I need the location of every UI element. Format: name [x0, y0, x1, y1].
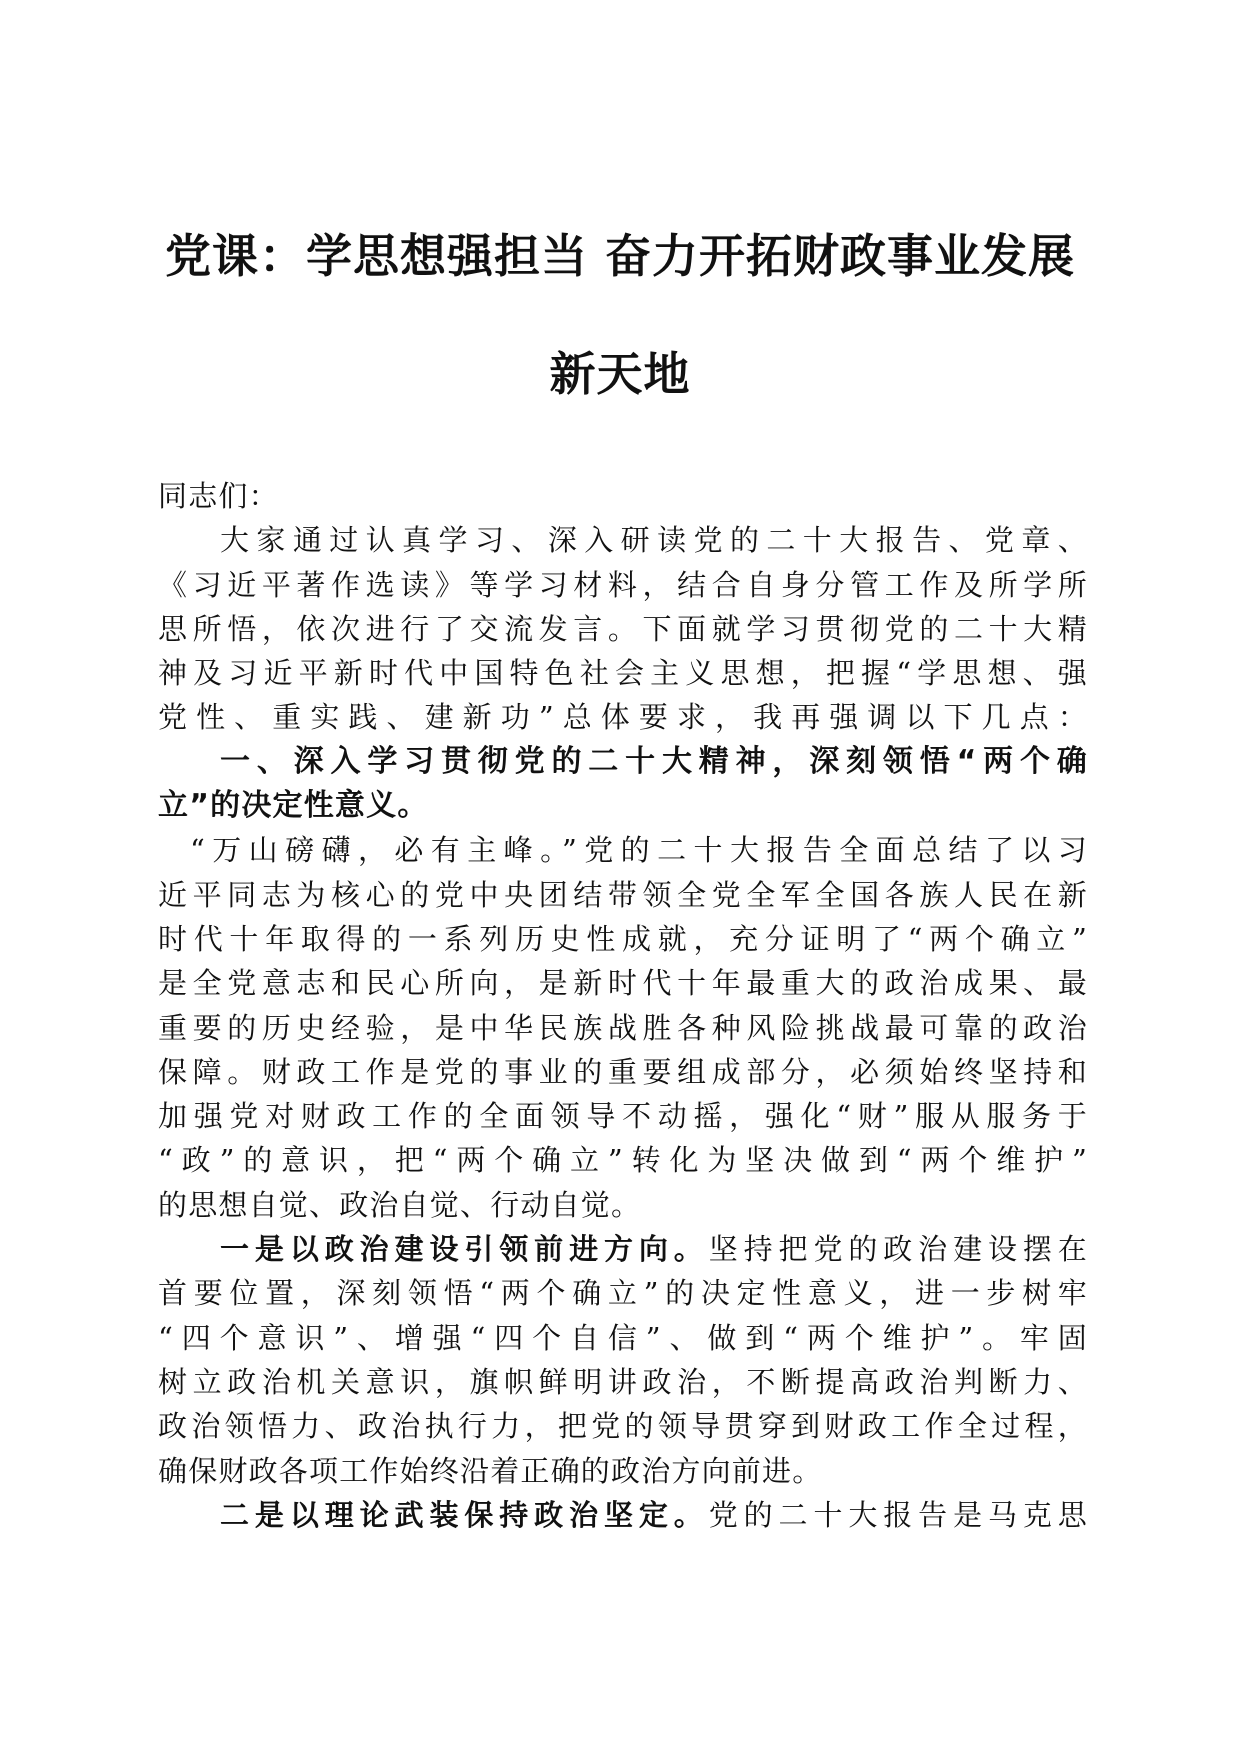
- section-1-paragraph-line: 时代十年取得的一系列历史性成就，充分证明了“两个确立”: [158, 921, 1088, 956]
- point-1-line: 确保财政各项工作始终沿着正确的政治方向前进。: [158, 1453, 823, 1488]
- section-1-paragraph-line: 近平同志为核心的党中央团结带领全党全军全国各族人民在新: [158, 877, 1088, 912]
- section-1-paragraph-line: 是全党意志和民心所向，是新时代十年最重大的政治成果、最: [158, 966, 1088, 1001]
- point-1-line: 首要位置，深刻领悟“两个确立”的决定性意义，进一步树牢: [158, 1276, 1088, 1311]
- section-1-paragraph-line: “政”的意识，把“两个确立”转化为坚决做到“两个维护”: [158, 1143, 1088, 1178]
- intro-line: 党性、重实践、建新功”总体要求，我再强调以下几点：: [158, 700, 1088, 735]
- section-1-paragraph-line: 的思想自觉、政治自觉、行动自觉。: [158, 1187, 642, 1222]
- point-2-lead: 二是以理论武装保持政治坚定。: [220, 1497, 709, 1532]
- point-2-first-line: [158, 1493, 1088, 1537]
- document-title-line-1: 党课：学思想强担当 奋力开拓财政事业发展: [164, 229, 1075, 283]
- document-body: [158, 474, 1088, 1537]
- point-1-first-rest: 坚持把党的政治建设摆在: [708, 1232, 1088, 1267]
- intro-line: 大家通过认真学习、深入研读党的二十大报告、党章、: [220, 523, 1088, 558]
- point-1-line: “四个意识”、增强“四个自信”、做到“两个维护”。牢固: [158, 1320, 1088, 1355]
- section-1-heading: 一、深入学习贯彻党的二十大精神，深刻领悟“两个确: [220, 743, 1088, 779]
- point-2-first-rest: 党的二十大报告是马克思: [708, 1497, 1088, 1532]
- document-title-line-2: 新天地: [549, 347, 691, 401]
- section-1-paragraph-line: “万山磅礴，必有主峰。”党的二十大报告全面总结了以习: [190, 833, 1088, 868]
- section-1-heading: 立”的决定性意义。: [158, 788, 429, 824]
- section-1-paragraph-line: 保障。财政工作是党的事业的重要组成部分，必须始终坚持和: [158, 1054, 1088, 1089]
- section-1-paragraph-line: 重要的历史经验，是中华民族战胜各种风险挑战最可靠的政治: [158, 1010, 1088, 1045]
- intro-line: 神及习近平新时代中国特色社会主义思想，把握“学思想、强: [158, 656, 1088, 691]
- intro-line: 《习近平著作选读》等学习材料，结合自身分管工作及所学所: [158, 567, 1088, 602]
- point-1-line: 政治领悟力、政治执行力，把党的领导贯穿到财政工作全过程，: [158, 1409, 1088, 1444]
- salutation: 同志们：: [158, 479, 279, 513]
- intro-line: 思所悟，依次进行了交流发言。下面就学习贯彻党的二十大精: [158, 611, 1088, 646]
- point-1-lead: 一是以政治建设引领前进方向。: [220, 1232, 709, 1267]
- point-1-line: 树立政治机关意识，旗帜鲜明讲政治，不断提高政治判断力、: [158, 1364, 1088, 1399]
- point-1-first-line: [158, 1227, 1088, 1271]
- section-1-paragraph-line: 加强党对财政工作的全面领导不动摇，强化“财”服从服务于: [158, 1099, 1088, 1134]
